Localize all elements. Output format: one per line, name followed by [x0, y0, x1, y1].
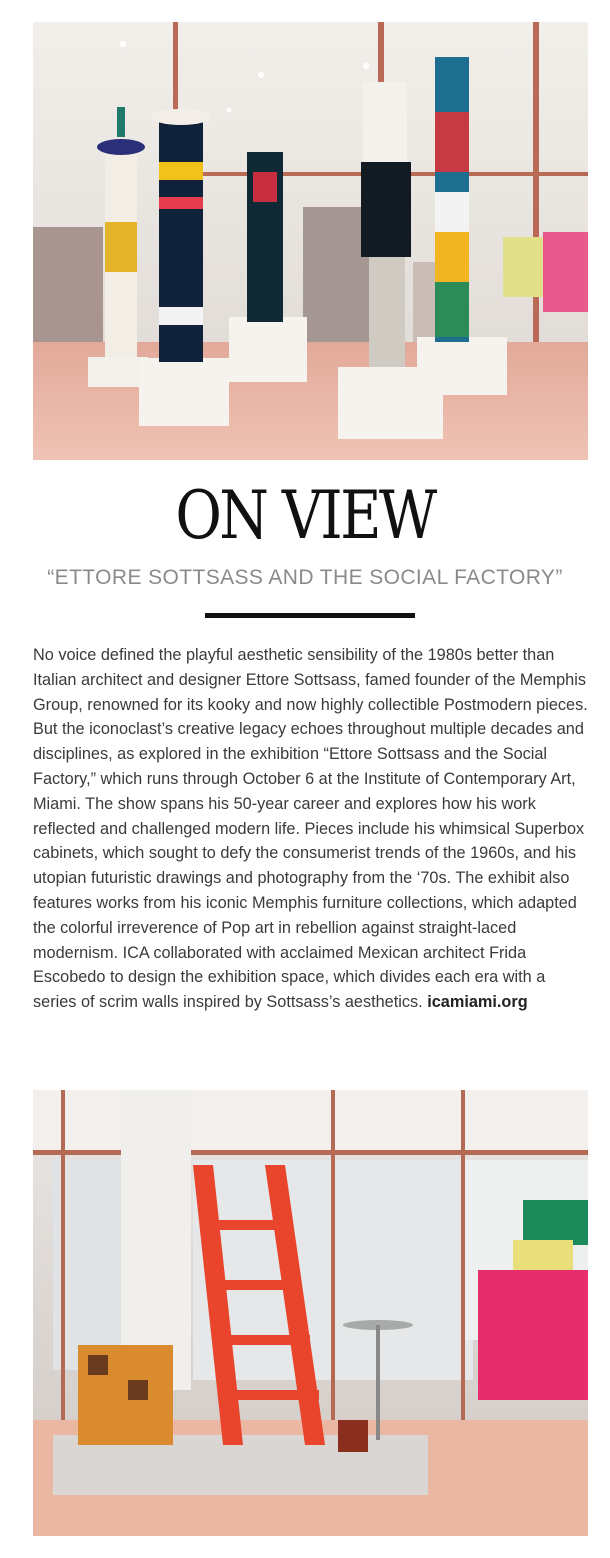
exhibition-photo-ladder	[33, 1090, 588, 1536]
article-body-text: No voice defined the playful aesthetic sensibility of the 1980s better than Italian architect and designer Ettore Sottsass, famed founder of the Memphis Group, renowned for its kooky and now highly collectible Postmodern pieces. But the iconoclast’s creative legacy echoes throughout multiple decades and disciplines, as explored in the exhibition “Ettore Sottsass and the Social Factory,” which runs through October 6 at the Institute of Contemporary Art, Miami. The show spans his 50-year career and explores how his work reflected and challenged modern life. Pieces include his whimsical Superbox cabinets, which sought to defy the consumerist trends of the 1960s, and his utopian futuristic drawings and photography from the ‘70s. The exhibit also features works from his iconic Memphis furniture collections, which adapted the colorful irreverence of Pop art in rebellion against straight-laced modernism. ICA collaborated with acclaimed Mexican architect Frida Escobedo to design the exhibition space, which divides each era with a series of scrim walls inspired by Sottsass’s aesthetics.	[33, 646, 588, 1012]
section-title: ON VIEW	[175, 477, 435, 554]
exhibition-photo-totems	[33, 22, 588, 460]
divider-rule	[205, 613, 415, 618]
website-link[interactable]: icamiami.org	[427, 993, 528, 1012]
article-body	[33, 643, 589, 1015]
exhibition-subtitle: “ETTORE SOTTSASS AND THE SOCIAL FACTORY”	[47, 566, 563, 589]
